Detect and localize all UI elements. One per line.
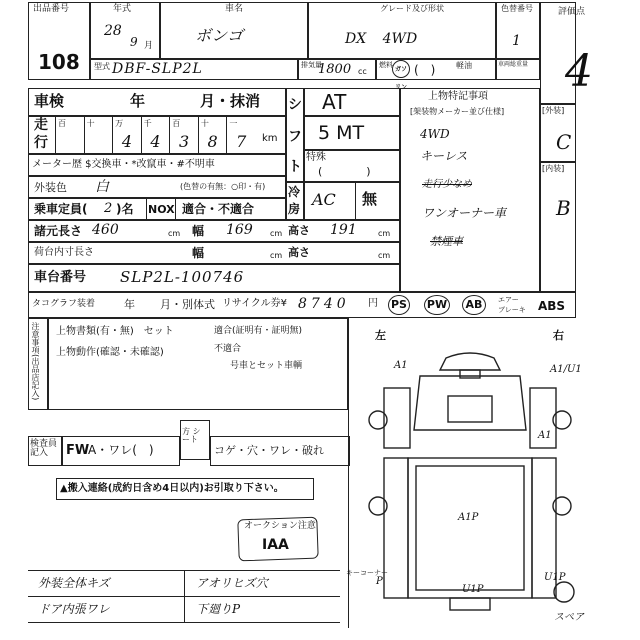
ext-color-label: 外装色 xyxy=(34,181,67,194)
ext-color: 白 xyxy=(95,179,109,195)
year-label: 年式 xyxy=(113,4,132,14)
width: 169 xyxy=(226,222,253,238)
docs-opt3: 号車とセット車輌 xyxy=(230,361,303,371)
inspection-year: 年 xyxy=(130,92,146,110)
shift-label-1: シ xyxy=(288,97,302,113)
width-unit: cm xyxy=(270,229,283,238)
diagram-divider xyxy=(348,318,349,628)
aircon-divider xyxy=(355,182,356,220)
chassis: SLP2L-100746 xyxy=(120,268,245,286)
seat-value: コゲ・穴・ワレ・破れ xyxy=(214,444,324,457)
remarks-bottom xyxy=(28,622,340,623)
equip-ps: PS xyxy=(388,295,410,315)
km-unit: km xyxy=(262,133,278,144)
mileage-digits xyxy=(55,116,255,154)
cargo-width-label: 幅 xyxy=(192,246,205,260)
attention-label: 注意事項(出品店記入) xyxy=(31,322,40,401)
docs-opt2: 不適合 xyxy=(214,344,242,354)
cargo-label: 荷台内寸長さ xyxy=(34,247,94,258)
car-name: ボンゴ xyxy=(195,26,244,45)
special-label: 特殊 xyxy=(306,152,326,163)
mileage-unit-label: 一 xyxy=(229,119,238,128)
recycle-value: 8740 xyxy=(298,296,350,312)
cargo-height-unit: cm xyxy=(378,251,391,260)
mileage-digit: 3 xyxy=(178,132,190,151)
mileage-unit-label: 万 xyxy=(115,119,124,128)
stamp-line2: IAA xyxy=(262,537,289,553)
fuel-label: 燃料 xyxy=(379,61,393,69)
tacho-label: タコグラフ装着 xyxy=(32,299,96,309)
model: DBF-SLP2L xyxy=(112,61,203,77)
fw-value: A・ワレ( ) xyxy=(88,443,154,457)
equip-pw: PW xyxy=(424,295,450,315)
mileage-cell xyxy=(169,116,198,154)
height: 191 xyxy=(330,222,357,238)
mileage-digit: 4 xyxy=(121,132,133,151)
score-label: 評価点 xyxy=(558,7,586,17)
fuel-gas-circle: ガソリン xyxy=(392,60,410,78)
mileage-unit-label: 千 xyxy=(143,119,152,128)
notes-header: 上物特記事項 xyxy=(428,91,488,102)
note-5: 禁煙車 xyxy=(430,235,463,248)
aircon: AC xyxy=(312,190,336,209)
notes-sub: [架装物メーカー並び仕様] xyxy=(410,107,505,116)
equip-air: エアー xyxy=(498,296,519,304)
capacity-label: 乗車定員( xyxy=(34,202,88,216)
interior-grade: B xyxy=(556,196,571,220)
capacity: 2 xyxy=(104,201,113,216)
exterior-label: [外装] xyxy=(542,106,565,115)
remark-4: 下廻りP xyxy=(196,602,241,616)
shift-at: AT xyxy=(322,90,347,114)
mileage-digit: 7 xyxy=(236,132,247,151)
special-paren: ( ) xyxy=(318,165,371,178)
year-month-unit: 月 xyxy=(144,41,154,51)
displacement: 1800 xyxy=(318,62,352,77)
mileage-cell xyxy=(84,116,113,154)
equip-ab: AB xyxy=(462,295,486,315)
grade: DX 4WD xyxy=(345,31,418,47)
mark-a1-front-left: A1 xyxy=(394,360,408,371)
weight-label: 車両総重量 xyxy=(498,61,529,68)
fw-label: FW xyxy=(66,443,90,458)
year-month: 9 xyxy=(130,35,138,49)
note-3: 走行少なめ xyxy=(422,179,472,190)
mileage-label-1: 走 xyxy=(34,117,48,133)
remark-2: ドア内張ワレ xyxy=(38,602,110,616)
year-value: 28 xyxy=(104,23,122,39)
aircon-label-2: 房 xyxy=(288,202,301,216)
interior-box xyxy=(540,162,576,292)
length: 460 xyxy=(92,222,119,238)
shift-at-box xyxy=(304,88,400,116)
model-label: 型式 xyxy=(94,62,110,71)
mileage-digit: 8 xyxy=(207,132,218,151)
shift-label-2: フ xyxy=(288,129,302,145)
tacho-month: 月・別体式 xyxy=(160,298,215,311)
recycle-unit: 円 xyxy=(368,298,378,309)
mark-u1p-rear: U1P xyxy=(462,584,484,595)
length-unit: cm xyxy=(168,229,181,238)
mark-spare: スペア xyxy=(554,612,584,623)
stamp-line1: オークション注意 xyxy=(244,521,316,531)
mark-a1p-bed: A1P xyxy=(458,512,479,523)
recycle-label: リサイクル券¥ xyxy=(222,298,287,309)
car-name-label: 車名 xyxy=(225,4,244,14)
capacity-unit: )名 xyxy=(116,202,134,216)
cargo-height-label: 高さ xyxy=(288,246,310,259)
equip-brake: ブレーキ xyxy=(498,306,526,314)
fuel-paren: ( ) xyxy=(414,63,436,77)
equip-abs: ABS xyxy=(538,299,566,313)
lot-label: 出品番号 xyxy=(33,4,70,14)
mark-a1u1-right: A1/U1 xyxy=(550,364,582,375)
mileage-cell xyxy=(226,116,255,154)
mark-u1p-right: U1P xyxy=(544,572,566,583)
nox-label: NOX xyxy=(148,203,175,216)
mileage-cell xyxy=(112,116,141,154)
color-no-label: 色替番号 xyxy=(501,4,533,13)
height-label: 高さ xyxy=(288,224,310,237)
shift-mt: 5 MT xyxy=(318,122,365,144)
meter-note: メーター歴 $交換車・*改竄車・#不明車 xyxy=(32,159,215,170)
remark-1: 外装全体キズ xyxy=(38,576,110,590)
note-1: 4WD xyxy=(420,127,450,141)
mark-a1-door: A1 xyxy=(538,430,552,441)
mileage-cell xyxy=(141,116,170,154)
mileage-unit-label: 十 xyxy=(86,119,95,128)
diagram-left: 左 xyxy=(375,329,386,342)
grade-label: グレード及び形状 xyxy=(380,4,444,13)
mileage-digit: 4 xyxy=(150,132,161,151)
height-unit: cm xyxy=(378,229,391,238)
inspect-entry-label: 検査員記入 xyxy=(30,439,58,458)
note-4: ワンオーナー車 xyxy=(422,206,507,220)
mileage-cell xyxy=(198,116,227,154)
aircon-label-1: 冷 xyxy=(288,185,301,199)
fuel-light: 軽油 xyxy=(456,61,472,70)
mileage-unit-label: 百 xyxy=(172,119,181,128)
action-label: 上物動作(確認・未確認) xyxy=(56,347,164,358)
color-no: 1 xyxy=(512,33,521,49)
notes-panel xyxy=(400,88,540,292)
tacho-year: 年 xyxy=(124,298,135,311)
width-label: 幅 xyxy=(192,224,205,238)
color-change: (色替の有無：○印・有) xyxy=(180,182,266,191)
seat-label: 方 シート xyxy=(182,427,201,444)
cc-unit: cc xyxy=(358,67,367,76)
car-diagram xyxy=(350,340,590,630)
nox-value: 適合・不適合 xyxy=(182,202,255,216)
corner-label: キーコーナー xyxy=(346,569,388,577)
lot-number: 108 xyxy=(38,50,80,74)
dims-label: 諸元長さ xyxy=(34,224,83,238)
remark-3: アオリヒズ穴 xyxy=(196,576,268,590)
displacement-label: 排気量 xyxy=(301,61,322,69)
mileage-label-2: 行 xyxy=(34,135,48,151)
interior-label: [内装] xyxy=(542,164,565,173)
docs-opt1: 適合(証明有・証明無) xyxy=(214,326,303,336)
inspection-month: 月・抹消 xyxy=(200,92,261,110)
diagram-right: 右 xyxy=(553,329,564,342)
note-2: キーレス xyxy=(420,149,468,163)
aircon-none: 無 xyxy=(362,190,378,208)
mileage-unit-label: 百 xyxy=(58,119,66,128)
chassis-label: 車台番号 xyxy=(34,270,87,285)
mileage-unit-label: 十 xyxy=(200,119,209,128)
mark-p-left: P xyxy=(376,576,383,587)
remarks-divider xyxy=(184,570,185,622)
shift-label-3: ト xyxy=(288,159,302,175)
cargo-width-unit: cm xyxy=(270,251,283,260)
score: 4 xyxy=(565,46,593,97)
exterior-grade: C xyxy=(556,130,572,154)
warning: ▲搬入連絡(成約日含め4日以内)お引取り下さい。 xyxy=(60,483,284,494)
mileage-cell xyxy=(55,116,84,154)
inspection-label: 車検 xyxy=(34,92,65,110)
docs-label: 上物書類(有・無) セット xyxy=(56,326,174,337)
